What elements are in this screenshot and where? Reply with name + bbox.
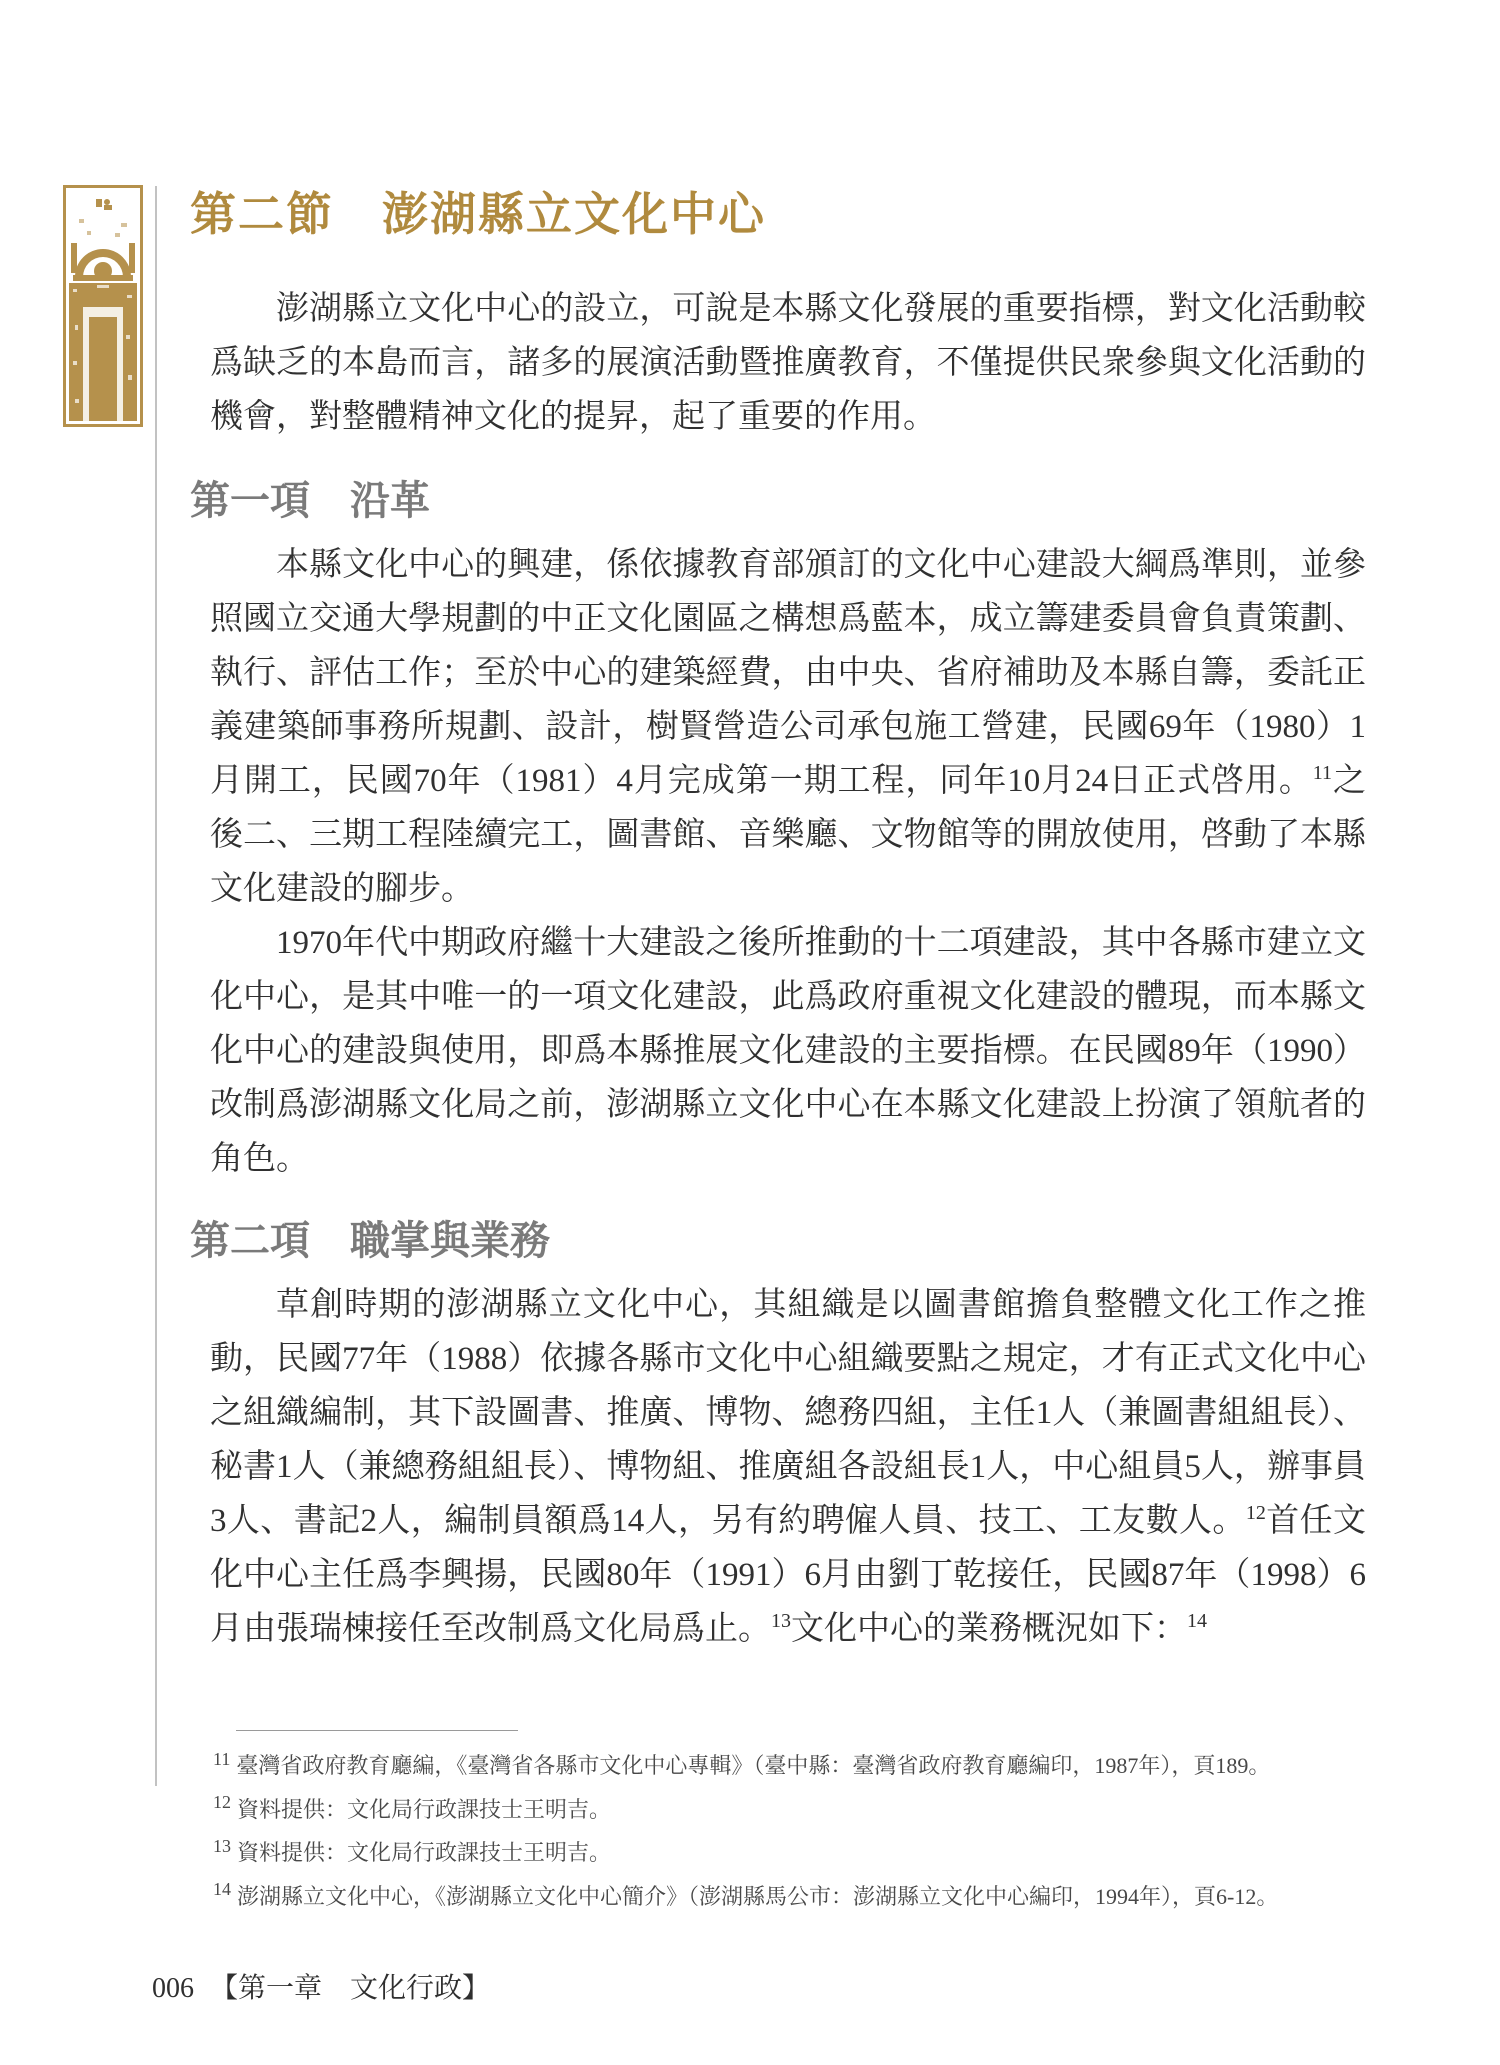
text-segment: 澎湖縣立文化中心的設立，可說是本縣文化發展的重要指標，對文化活動較爲缺乏的本島而言，諸多的展演活動暨推廣教育，不僅提供民衆參與文化活動的機會，對整體精神文化的提昇，起了重要的作用。 [210,291,1366,435]
subsection-1-paragraph-1 [190,538,1366,916]
footnote-reference: 12 [1245,1502,1266,1524]
subsection-2-heading: 第二項 職掌與業務 [190,1219,550,1263]
subsection-2-paragraph-1 [190,1278,1366,1656]
vertical-rule [155,186,157,1786]
section-title: 第二節 澎湖縣立文化中心 [190,189,766,240]
footnote-number: 14 [213,1879,231,1900]
text-segment: 文化中心的業務概況如下： [791,1611,1187,1647]
footnote-text: 臺灣省政府教育廳編，《臺灣省各縣市文化中心專輯》（臺中縣：臺灣省政府教育廳編印，1987年），頁189。 [236,1753,1271,1778]
footnote-number: 11 [213,1748,231,1769]
footnote-number: 12 [213,1792,231,1813]
doorway-woodcut-icon [63,185,143,427]
footnotes [213,1744,1393,1918]
page-number: 006 [152,1973,194,2004]
footnote-11 [213,1744,1393,1788]
text-segment: 首任文化中心主任爲李興揚，民國80年（1991）6月由劉丁乾接任，民國87年（1998）6月由張瑞棟接任至改制爲文化局爲止。 [210,1503,1367,1647]
text-segment: 1970年代中期政府繼十大建設之後所推動的十二項建設，其中各縣市建立文化中心，是其中唯一的一項文化建設，此爲政府重視文化建設的體現，而本縣文化中心的建設與使用，即爲本縣推展文化建設的主要指標。在民國89年（1990）改制爲澎湖縣文化局之前，澎湖縣立文化中心在本縣文化建設上扮演了領航者的角色。 [210,925,1366,1177]
footnote-reference: 13 [771,1610,791,1632]
text-segment: 之後二、三期工程陸續完工，圖書館、音樂廳、文物館等的開放使用，啓動了本縣文化建設的腳步。 [210,763,1367,907]
text-segment: 本縣文化中心的興建，係依據教育部頒訂的文化中心建設大綱爲準則，並參照國立交通大學規劃的中正文化園區之構想爲藍本，成立籌建委員會負責策劃、執行、評估工作；至於中心的建築經費，由中央、省府補助及本縣自籌，委託正義建築師事務所規劃、設計，樹賢營造公司承包施工營建，民國69年（1980）1月開工，民國70年（1981）4月完成第一期工程，同年10月24日正式啓用。 [210,547,1366,799]
chapter-doorway-image [63,185,143,427]
footnote-divider [236,1730,518,1731]
footnote-14 [213,1875,1393,1919]
footnote-reference: 11 [1312,762,1333,784]
footnote-13 [213,1831,1393,1875]
footnote-text: 資料提供：文化局行政課技士王明吉。 [237,1840,612,1865]
page-footer [152,1966,490,2006]
subsection-1-heading: 第一項 沿革 [190,479,430,523]
footnote-reference: 14 [1187,1610,1207,1632]
footnote-12 [213,1788,1393,1832]
footnote-number: 13 [213,1835,231,1856]
subsection-1-paragraph-2 [190,916,1366,1186]
text-segment: 草創時期的澎湖縣立文化中心，其組織是以圖書館擔負整體文化工作之推動，民國77年（1988）依據各縣市文化中心組織要點之規定，才有正式文化中心之組織編制，其下設圖書、推廣、博物、總務四組，主任1人（兼圖書組組長）、秘書1人（兼總務組組長）、博物組、推廣組各設組長1人，中心組員5人，辦事員3人、書記2人，編制員額爲14人，另有約聘僱人員、技工、工友數人。 [210,1287,1366,1539]
intro-paragraph [190,282,1366,444]
footnote-text: 澎湖縣立文化中心，《澎湖縣立文化中心簡介》（澎湖縣馬公市：澎湖縣立文化中心編印，1994年），頁6-12。 [237,1883,1279,1909]
chapter-label: 【第一章 文化行政】 [210,1973,491,2004]
footnote-text: 資料提供：文化局行政課技士王明吉。 [237,1796,612,1822]
content-column [190,282,1366,1656]
